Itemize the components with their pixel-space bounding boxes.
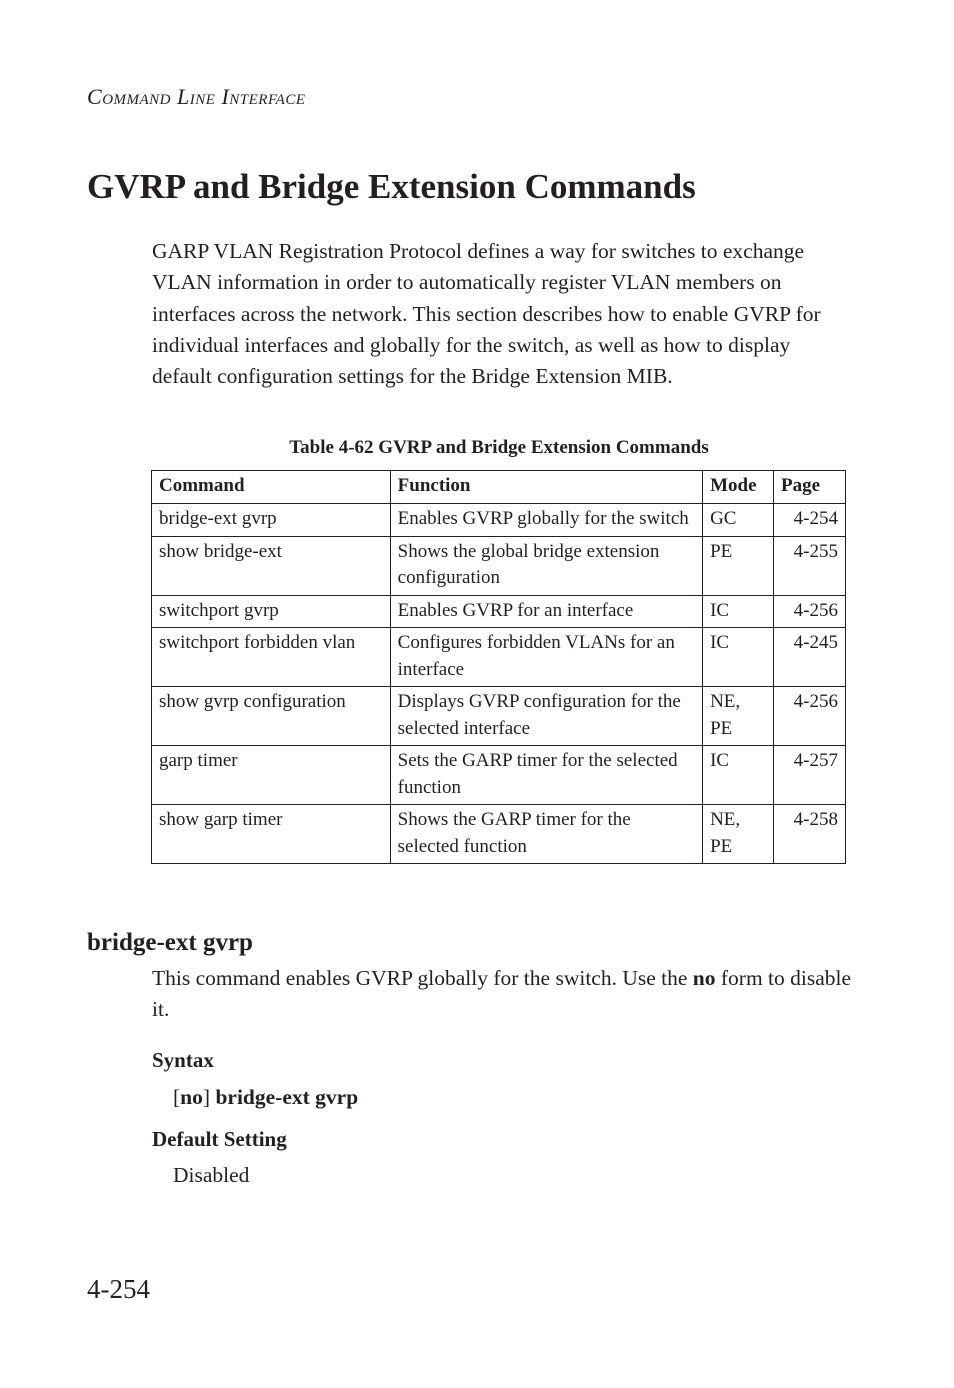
running-head-initial: I [221, 84, 230, 109]
command-description [152, 963, 852, 1026]
default-setting-heading: Default Setting [152, 1127, 287, 1151]
cell-page: 4-256 [774, 595, 846, 628]
syntax-line [173, 1085, 358, 1110]
cell-function: Sets the GARP timer for the selected function [390, 746, 702, 805]
description-keyword: no [692, 966, 716, 990]
page-number: 4-254 [87, 1274, 150, 1304]
table-row [152, 504, 846, 537]
header-command: Command [152, 471, 391, 504]
cell-function: Enables GVRP for an interface [390, 595, 702, 628]
cell-mode: IC [703, 595, 774, 628]
running-head-word: OMMAND [102, 92, 172, 108]
cell-mode: GC [703, 504, 774, 537]
header-mode: Mode [703, 471, 774, 504]
cell-command: switchport gvrp [152, 595, 391, 628]
syntax-command: bridge-ext gvrp [215, 1085, 359, 1109]
running-head-initial: C [87, 84, 103, 109]
syntax-heading: Syntax [152, 1048, 214, 1072]
command-table [151, 470, 846, 864]
cell-page: 4-258 [774, 805, 846, 864]
cell-command: garp timer [152, 746, 391, 805]
cell-function: Shows the global bridge extension configuration [390, 536, 702, 595]
table-caption: Table 4-62 GVRP and Bridge Extension Commands [289, 437, 709, 458]
cell-mode: NE, PE [703, 687, 774, 746]
table-header-row [152, 471, 846, 504]
cell-function: Shows the GARP timer for the selected function [390, 805, 702, 864]
cell-command: show gvrp configuration [152, 687, 391, 746]
cell-mode: NE, PE [703, 805, 774, 864]
running-head-initial: L [177, 84, 190, 109]
table-row [152, 687, 846, 746]
running-head-word: INE [189, 92, 216, 108]
table-row [152, 595, 846, 628]
header-page: Page [774, 471, 846, 504]
cell-page: 4-254 [774, 504, 846, 537]
cell-mode: IC [703, 746, 774, 805]
syntax-bracket-open: [ [173, 1085, 181, 1109]
cell-page: 4-257 [774, 746, 846, 805]
cell-mode: IC [703, 628, 774, 687]
cell-page: 4-256 [774, 687, 846, 746]
description-text: form to disable it. [152, 966, 852, 1022]
table-row [152, 805, 846, 864]
cell-mode: PE [703, 536, 774, 595]
command-heading: bridge-ext gvrp [87, 929, 253, 956]
default-setting-value: Disabled [173, 1163, 250, 1187]
header-function: Function [390, 471, 702, 504]
section-title: GVRP and Bridge Extension Commands [87, 167, 696, 206]
running-head-word: NTERFACE [229, 92, 306, 108]
cell-page: 4-255 [774, 536, 846, 595]
syntax-bracket-close: ] [202, 1085, 216, 1109]
cell-function: Displays GVRP configuration for the selected interface [390, 687, 702, 746]
cell-command: show garp timer [152, 805, 391, 864]
description-text: This command enables GVRP globally for the switch. Use the [152, 966, 693, 990]
cell-function: Configures forbidden VLANs for an interface [390, 628, 702, 687]
intro-paragraph: GARP VLAN Registration Protocol defines a way for switches to exchange VLAN information in order to automatically register VLAN members on interfaces across the network. This section describes how to enable GVRP for individual interfaces and globally for the switch, as well as how to display default configuration settings for the Bridge Extension MIB. [152, 239, 821, 389]
table-row [152, 746, 846, 805]
cell-function: Enables GVRP globally for the switch [390, 504, 702, 537]
cell-command: show bridge-ext [152, 536, 391, 595]
cell-page: 4-245 [774, 628, 846, 687]
syntax-no-keyword: no [180, 1085, 203, 1109]
table-row [152, 628, 846, 687]
cell-command: switchport forbidden vlan [152, 628, 391, 687]
table-row [152, 536, 846, 595]
cell-command: bridge-ext gvrp [152, 504, 391, 537]
running-head [87, 84, 306, 110]
